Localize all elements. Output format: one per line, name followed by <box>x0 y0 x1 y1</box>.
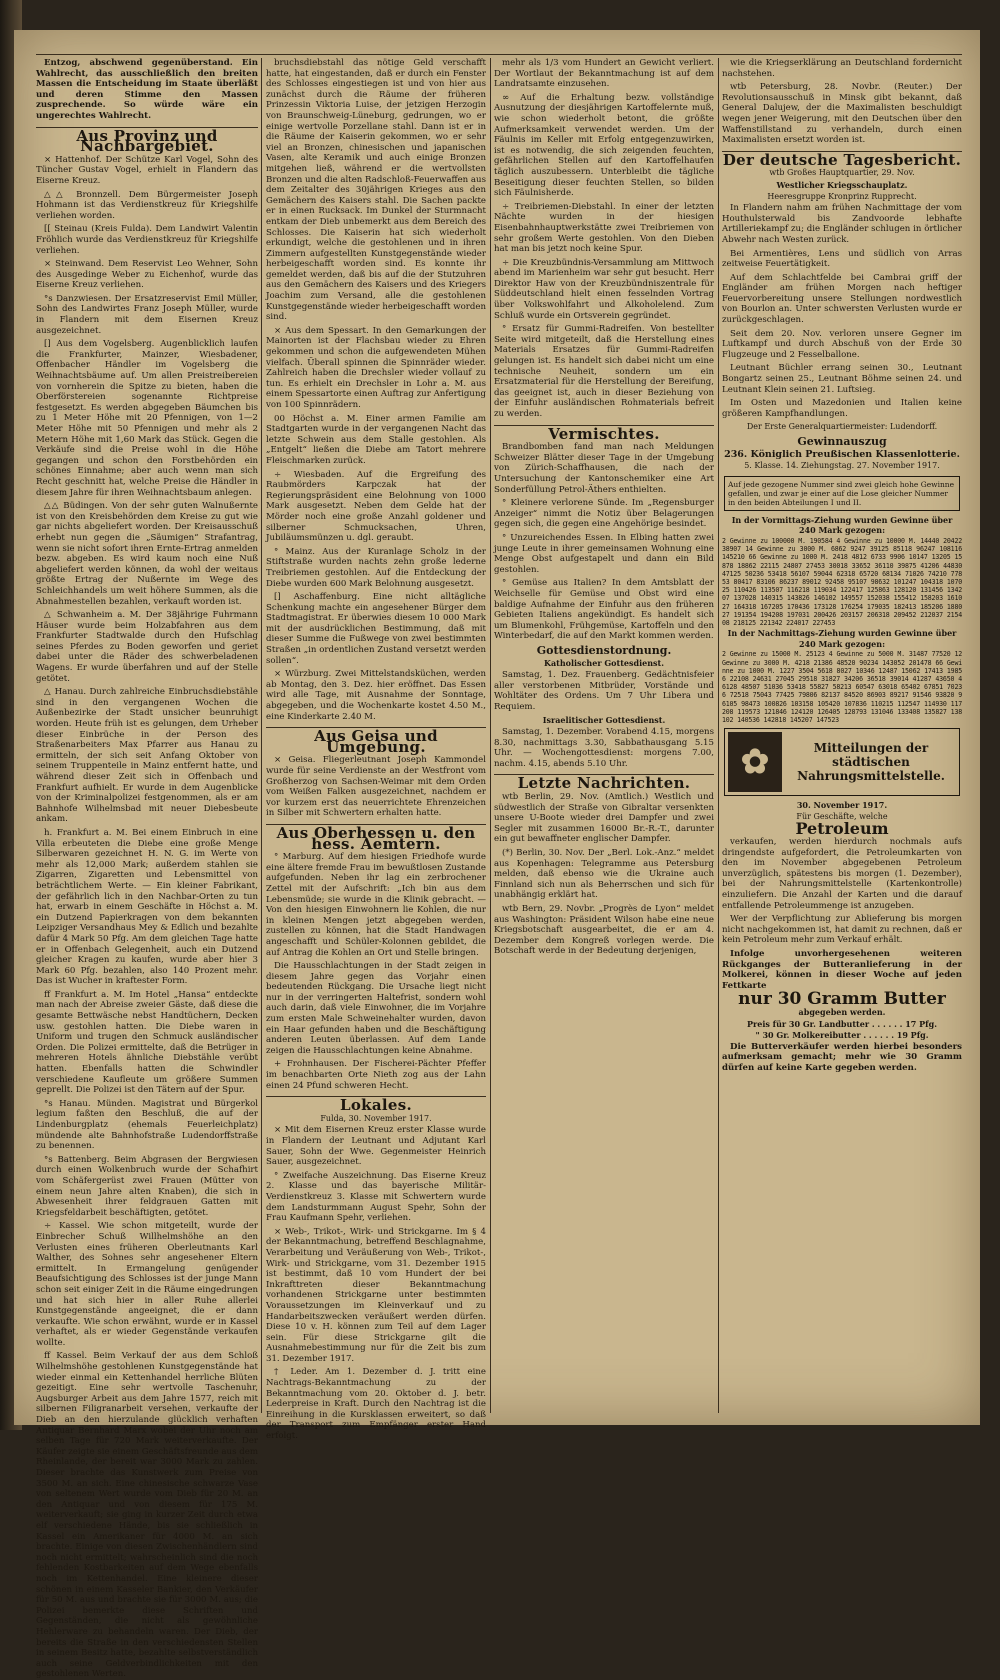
butter-text-1: Infolge unvorhergesehenen weiteren Rückganges der Butteranlieferung in der Molkerei, können in dieser Woche auf jeden Fettkarte <box>722 948 962 991</box>
butter-heading: nur 30 Gramm Butter <box>738 989 946 1010</box>
tagesbericht-army-group: Heeresgruppe Kronprinz Rupprecht. <box>767 191 917 201</box>
section-heading-vermischtes: Vermischtes. <box>494 425 714 440</box>
article-paragraph: Seit dem 20. Nov. verloren unsere Gegner im Luftkampf und durch Abschuß von der Erde 30 Flugzeuge und 2 Fesselballone. <box>722 328 962 360</box>
nahrungsmittel-header <box>724 728 960 796</box>
petroleum-text-1: verkaufen, werden hierdurch nochmals aufs dringendste aufgefordert, die Petroleumkarten von den im November abgegebenen Petroleum unverzüglich, spätestens bis morgen (1. Dezember), bei der Nahrungsmittelstelle (Kartenkontrolle) einzuliefern. Die Anzahl der Karten und die darauf entfallende Petroleummenge ist anzugeben. <box>722 837 962 911</box>
catholic-service-text: Samstag, 1. Dez. Frauenberg. Gedächtnisfeier aller verstorbenen Mitbrüder, Vorstände und Wohltäter des Ordens. Um 7 Uhr Libera und Requiem. <box>494 670 714 712</box>
article-paragraph: ° Ersatz für Gummi-Radreifen. Von bestellter Seite wird mitgeteilt, daß die Herstellung eines Materials Ersatzes für Gummi-Radreifen gelungen ist. Es handelt sich dabei nicht um eine technische Neuheit, sondern um ein Ersatzmaterial für die Herstellung der Bereifung, das geeignet ist, auch in dieser Beziehung von der Einfuhr ausländischen Rohmaterials befreit zu werden. <box>494 324 714 419</box>
article-paragraph: × Web-, Trikot-, Wirk- und Strickgarne. Im § 4 der Bekanntmachung, betreffend Beschlagnahme, Verarbeitung und Veräußerung von Web-, Trikot-, Wirk- und Strickgarne, vom 31. Dezember 1915 ist bestimmt, daß 10 vom Hundert der bei Inkrafttreten dieser Bekanntmachung vorhandenen Strickgarne unter bestimmten Voraussetzungen im Kleinverkauf und zu Handarbeitszwecken veräußert werden dürfen. Diese 10 v. H. können zum Teil auf dem Lager sein. Für diese Strickgarne gilt die Ausnahmebestimmung nur für die Zeit bis zum 31. Dezember 1917. <box>266 1226 486 1364</box>
article-paragraph: h. Frankfurt a. M. Bei einem Einbruch in eine Villa erbeuteten die Diebe eine große Menge Silberwaren gezeichnet H. N. G. im Werte von mehr als 12,000 Mark; außerdem stahlen sie Zigarren, Zigaretten und Lebensmittel von beträchtlichem Werte. — Ein kleiner Fabrikant, der gefährlich lich in den Nachbar-Orten zu tun hat, erwarb in einem Geschäfte in Höchst a. M. ein Dutzend Papierkragen von dem bekannten Leipziger Versandhaus Mey & Edlich und bezahlte dafür 4 Mark 50 Pfg. Am dem gleichen Tage hatte er in Offenbach Gelegenheit, auch ein Dutzend gleicher Kragen zu kaufen, wurde aber hier 3 Mark 60 Pfg. bezahlen, also 140 Prozent mehr. Das ist Wucher in kraftester Form. <box>36 827 258 987</box>
article-paragraph: [] Aus dem Vogelsberg. Augenblicklich laufen die Frankfurter, Mainzer, Wiesbadener, Offenbacher Händler im Vogelsberg die Weihnachtsbäume auf. Um allen Preistreibereien von vornherein die Spitze zu bieten, haben die Oberförstereien sogenannte Richtpreise festgesetzt. Es werden abgegeben Bäumchen bis zu 1 Meter Höhe mit 20 Pfennigen, von 1—2 Meter Höhe mit 50 Pfennigen und mehr als 2 Metern Höhe mit 1,60 Mark das Stück. Gegen die Verkäufe sind die Preise wohl in die Höhe gegangen und schon den Forstbehörden ein schönes Einnahme; aber auch wenn man sich Recht geschnitt hat, welche Preise die Händler in diesem Jahre für ihren Weihnachtsbaum anlegen. <box>36 339 258 498</box>
lottery-afternoon-numbers: 2 Gewinne zu 15000 M. 25123 4 Gewinne zu 5000 M. 31487 77520 12 Gewinne zu 3000 M. 4218 21386 48520 90234 143052 201478 66 Gewinne zu 1000 M. 1227 3504 5618 8027 10346 12487 15062 17413 19856 22108 24631 27045 29518 31827 34206 36518 39014 41287 43650 46128 48507 51036 53418 55827 58213 60547 63018 65402 67851 70236 72518 75043 77425 79806 82137 84520 86903 89217 91546 93820 96105 98473 100826 103158 105420 107836 110215 112547 114930 117208 119573 121846 124120 126405 128793 131046 133408 135827 138102 140536 142818 145207 147523 <box>722 650 962 725</box>
lottery-title: 236. Königlich Preußischen Klassenlotterie. <box>724 448 960 460</box>
article-paragraph: mehr als 1/3 vom Hundert an Gewicht verliert. Der Wortlaut der Bekanntmachung ist auf dem Landratsamte einzusehen. <box>494 58 714 90</box>
article-paragraph: + Frohnhausen. Der Fischerei-Pächter Pfeffer im benachbarten Orte Nieth zog aus der Lahn einen 24 Pfund schweren Hecht. <box>266 1059 486 1091</box>
column-rule <box>261 58 262 1413</box>
butter-text-3: Die Butterverkäufer werden hierbei besonders aufmerksam gemacht; mehr wie 30 Gramm dürfen auf keine Karte gegeben werden. <box>722 1041 962 1073</box>
article-paragraph: ° Mainz. Aus der Kuranlage Scholz in der Stiftstraße wurden nachts zehn große lederne Treibriemen gestohlen. Auf die Entdeckung der Diebe wurden 600 Mark Belohnung ausgesetzt. <box>266 546 486 589</box>
article-paragraph: △ Schwanheim a. M. Der 38jährige Fuhrmann Häuser wurde beim Holzabfahren aus dem Frankfurter Stadtwalde durch den Hufschlag seines Pferdes zu Boden geworfen und geriet dabei unter die Räder des schwerbeladenen Wagens. Er wurde überfahren und auf der Stelle getötet. <box>36 610 258 684</box>
column-1 <box>36 58 258 1680</box>
col3-articles-top <box>494 58 714 420</box>
section-heading-oberhessen: Aus Oberhessen u. den hess. Aemtern. <box>266 824 486 849</box>
nahrungsmittel-date: 30. November 1917. <box>796 800 888 811</box>
article-paragraph: ° Gemüse aus Italien? In dem Amtsblatt der Weichselle für Gemüse und Obst wird eine baldige Aufnahme der Einfuhr aus den früheren Gebieten Italiens angekündigt. Es handelt sich um Blumenkohl, Frühgemüse, Kartoffeln und den Winterbedarf, die auf den Markt kommen werden. <box>494 578 714 642</box>
column-rule <box>718 58 719 1413</box>
vermischtes-articles <box>494 442 714 642</box>
section-heading-geisa: Aus Geisa und Umgebung. <box>266 727 486 752</box>
article-paragraph: In Flandern nahm am frühen Nachmittage der vom Houthulsterwald bis Zandvoorde lebhafte Artilleriekampf zu; die Engländer schlugen in örtlicher Abwehr nach Westen zurück. <box>722 203 962 245</box>
article-paragraph: °s Battenberg. Beim Abgrasen der Bergwiesen durch einen Wolkenbruch wurde der Schafhirt vom Schäfergerüst zwei Frauen (Mütter von einem neun Jahre alten Knaben), die sich in Abwesenheit ihrer feldgrauen Gatten mit Kriegsfeldarbeit beschäftigten, getötet. <box>36 1154 258 1218</box>
article-paragraph: △ Hanau. Durch zahlreiche Einbruchsdiebstähle sind in den vergangenen Wochen die Außenbezirke der Stadt unsicher beunruhigt worden. Heute früh ist es gelungen, dem Urheber dieser Einbrüche in der Person des Straßenarbeiters Max Pfarrer aus Hanau zu ermitteln, der sich seit Anfang Oktober von seinem Truppenteile in Mainz entfernt hatte, und während dieser Zeit sich in Offenbach und Frankfurt aufhielt. Er wurde in dem Augenblicke von der Kriminalpolizei festgenommen, als er am Bahnhofe Wilhelmsbad mit neuer Diebesbeute ankam. <box>36 687 258 825</box>
article-paragraph: Brandbomben fand man nach Meldungen Schweizer Blätter dieser Tage in der Umgebung von Zürich-Schaffhausen, die nach der Untersuchung der Kantonschemiker eine Art Sonderfüllung Petrol-Äthers enthielten. <box>494 442 714 495</box>
article-paragraph: × Steinwand. Dem Reservist Leo Wehner, Sohn des Ausgedinge Weber zu Eichenhof, wurde das Eiserne Kreuz verliehen. <box>36 259 258 291</box>
article-paragraph: ff Kassel. Beim Verkauf der aus dem Schloß Wilhelmshöhe gestohlenen Kunstgegenstände hat wieder einmal ein Kettenhandel herrliche Blüten gezeitigt. Eine sehr wertvolle Taschenuhr, Augsburger Arbeit aus dem Jahre 1577, reich mit silbernen Filigranarbeit versehen, verkaufte der Dieb an den hierzulande glücklich verhaften Antiquar Bernhard Marx wobei der Uhr noch am selben Tage für 720 Mark weiterverkaufte. Der Käufer zeigte sie einem Geschäftsfreunde aus dem Rheinlande, der bereit war 3000 Mark zu zahlen. Dieser brachte das Kunstwerk zum Preise von 3500 M. an sich. Eine chinesische schwarze Vase von seltenem Wert wurde vom Dieb für 20 M. an den Antiquar und von diesem für 175 M. weiterverkauft; sie ging in kurzer Zeit durch etwa elf verschiedene Hände, bis sie schließlich in Kassel ein Amerikaner für 4000 M. an sich brachte. Einige von diesen Zwischenhändlern sind noch nicht ermittelt; wahrscheinlich sind die noch fehlenden Kostbarkeiten auf dem Wege ebenfalls noch im Kettenhandel. Eine kleinere dieser schönen in einem Kasseler Bankier, den Verkäufer für 50 M. aus und brachte sie für 3000 M. aus; die Polizei bemerkte diese Schriften und Gegenständen, die nicht als gewöhnliche Hehlerware zu behandeln waren. Der Dieb, der bereits die Straße in den verschiedensten Stellen in seinem Besitz hatte, bezahlte selbstverständlich auch seine Geldverbindlichkeiten mit den gestohlenen Werten. <box>36 1351 258 1680</box>
article-paragraph: ÷ Treibriemen-Diebstahl. In einer der letzten Nächte wurden in der hiesigen Eisenbahnhauptwerkstätte zwei Treibriemen von sehr großem Werte gestohlen. Von den Dieben hat man bis jetzt noch keine Spur. <box>494 201 714 255</box>
article-paragraph: Im Osten und Mazedonien und Italien keine größeren Kampfhandlungen. <box>722 398 962 419</box>
col4-top-text: wie die Kriegserklärung an Deutschland fordernicht nachstehen. <box>722 58 962 79</box>
article-paragraph: wtb Bern, 29. Novbr. „Progrès de Lyon“ meldet aus Washington: Präsident Wilson habe eine neue Kriegsbotschaft ausgearbeitet, die er am 4. Dezember dem Kongreß vorlegen werde. Die Botschaft werde in der Bedeutung derjenigen, <box>494 903 714 957</box>
article-paragraph: 00 Höchst a. M. Einer armen Familie am Stadtgarten wurde in der vergangenen Nacht das letzte Schwein aus dem Stalle gestohlen. Als „Entgelt“ ließen die Diebe am Tatort mehrere Fleischmarken zurück. <box>266 413 486 466</box>
article-paragraph: ° Unzureichendes Essen. In Elbing hatten zwei junge Leute in ihrer gemeinsamen Wohnung eine Menge Obst aufgestapelt und dann ein Bild gestohlen. <box>494 532 714 575</box>
article-paragraph: [[ Steinau (Kreis Fulda). Dem Landwirt Valentin Fröhlich wurde das Verdienstkreuz für Kriegshilfe verliehen. <box>36 224 258 256</box>
article-paragraph: bruchsdiebstahl das nötige Geld verschafft hatte, hat eingestanden, daß er durch ein Fenster des Schlosses eingestiegen ist und von hier aus zunächst durch die Räume der früheren Prinzessin Viktoria Luise, der jetzigen Herzogin von Braunschweig-Lüneburg, gedrungen, wo er einige wertvolle Porzellane stahl. Dann ist er in die Räume der Kaiserin gekommen, wo er sehr viel an Bronzen, chinesischen und japanischen Vasen, alte Keramik und auch einige Bronzen mitgehen ließ, während er die wertvollsten Bronzen und die alten Radschloß-Feuerwaffen aus dem Zeitalter des 30jährigen Krieges aus den Gemächern des Kaisers stahl. Die Sachen packte er in einen Rucksack. Im Dunkel der Sturmnacht entkam der Dieb unbemerkt aus dem Bereich des Schlosses. Die Kaiserin hat sich wiederholt erkundigt, welche die gestohlenen und in ihren Zimmern aufgestellten Kunstgegenstände wieder herbeigeschafft worden sind. Es konnte ihr gemeldet werden, daß bis auf die der Stutzuhren aus den Gemächern des Kaisers und des Kriegers Joachim zum Versand, alle die gestohlenen Kunstgegenstände wieder herbeigeschafft worden sind. <box>266 58 486 323</box>
column-3 <box>494 58 714 1413</box>
article-paragraph: ÷ Kassel. Wie schon mitgeteilt, wurde der Einbrecher Schuß Willhelmshöhe an den Verlusten eines früheren Oberleutnants Karl Walther, des Sohnes sehr angesehener Eltern ermittelt. In Ermangelung genügender Beaufsichtigung des Schlosses ist der junge Mann schon seit einiger Zeit in die Räume eingedrungen und hat sich hier in aller Ruhe allerlei Kunstgegenstände angeeignet, die er dann verkaufte. Wie schon erwähnt, wurde er in Kassel verhaftet, als er wieder Gegenstände verkaufen wollte. <box>36 1221 258 1348</box>
article-paragraph: ff Frankfurt a. M. Im Hotel „Hansa“ entdeckte man nach der Abreise zweier Gäste, daß diese die gesamte Bettwäsche nebst Handtüchern, Decken usw. gestohlen hatten. Die Diebe waren in Uniform und trugen den Schmuck ausländischer Orden. Die Polizei ermittelte, daß die Betrüger in mehreren Hotels ähnliche Diebstähle verübt hatten. Ebenfalls hatten die Schwindler verschiedene Kaufleute um größere Summen geprellt. Die Polizei ist den Tätern auf der Spur. <box>36 989 258 1096</box>
article-paragraph: × Hattenhof. Der Schütze Karl Vogel, Sohn des Tüncher Gustav Vogel, erhielt in Flandern das Eiserne Kreuz. <box>36 154 258 186</box>
lokales-dateline: Fulda, 30. November 1917. <box>320 1113 432 1123</box>
article-paragraph: [] Aschaffenburg. Eine nicht alltägliche Schenkung machte ein angesehener Bürger dem Stadtmagistrat. Er überwies diesem 10 000 Mark mit der ausdrücklichen Bestimmung, daß mit dieser Summe die Fußwege von zwei bestimmten Straßen „in ordentlichen Zustand versetzt werden sollen“. <box>266 592 486 666</box>
article-paragraph: °s Danzwiesen. Der Ersatzreservist Emil Müller, Sohn des Landwirtes Franz Joseph Müller, wurde in Flandern mit dem Eisernen Kreuz ausgezeichnet. <box>36 293 258 336</box>
article-paragraph: × Mit dem Eisernen Kreuz erster Klasse wurde in Flandern der Leutnant und Adjutant Karl Sauer, Sohn der Wwe. Gegenmeister Heinrich Sauer, ausgezeichnet. <box>266 1125 486 1168</box>
geisa-article: × Geisa. Fliegerleutnant Joseph Kammondel wurde für seine Verdienste an der Westfront vom Großherzog von Sachsen-Weimar mit dem Orden vom Weißen Falken ausgezeichnet, nachdem er vor kurzem erst das neuerrichtete Ehrenzeichen in Silber mit Schwertern erhalten hatte. <box>266 755 486 819</box>
article-paragraph: × Aus dem Spessart. In den Gemarkungen der Mainorten ist der Flachsbau wieder zu Ehren gekommen und schon die aufgewendeten Mühen vielfach. Überall spinnen die Spinnräder wieder. Zahlreich haben die Drechsler wieder vollauf zu tun. Es erhielt ein Drechsler in Lohr a. M. aus einem Spessartorte einen Auftrag zur Anfertigung von 100 Spinnrädern. <box>266 325 486 410</box>
lokales-articles <box>266 1125 486 1441</box>
tagesbericht-dateline: wtb Großes Hauptquartier, 29. Nov. <box>769 168 915 178</box>
lottery-afternoon-heading: In der Nachmittags-Ziehung wurden Gewinne über 240 Mark gezogen: <box>727 628 957 649</box>
section-heading-tagesbericht: Der deutsche Tagesbericht. <box>722 150 962 169</box>
column-rule <box>490 58 491 1413</box>
provinz-articles <box>36 155 258 1680</box>
tagesbericht-articles <box>722 203 962 419</box>
tagesbericht-signature: Der Erste Generalquartiermeister: Ludendorff. <box>746 422 938 432</box>
article-paragraph: Bei Armentières, Lens und südlich von Arras zeitweise Feuertätigkeit. <box>722 248 962 270</box>
article-paragraph: °s Hanau. Münden. Magistrat und Bürgerkol legium faßten den Beschluß, die auf der Lindenburgplatz (ehemals Feuerleichplatz) mündende alte Bahnhofstraße Ludendorffstraße zu benennen. <box>36 1098 258 1152</box>
article-paragraph: † Leder. Am 1. Dezember d. J. tritt eine Nachtrags-Bekanntmachung zu der Bekanntmachung vom 20. Oktober d. J. betr. Lederpreise in Kraft. Durch den Nachtrag ist die Einreihung in die Kursklassen erweitert, so daß der Transport zum Empfänger erster Hand erfolgt. <box>266 1367 486 1442</box>
article-paragraph: △△ Bronnzell. Dem Bürgermeister Joseph Hohmann ist das Verdienstkreuz für Kriegshilfe verliehen worden. <box>36 189 258 221</box>
tagesbericht-theater: Westlicher Kriegsschauplatz. <box>776 179 908 190</box>
petroleum-heading: Petroleum <box>795 819 889 839</box>
article-paragraph: ÷ Wiesbaden. Auf die Ergreifung des Raubmörders Karpczak hat der Regierungspräsident eine Belohnung von 1000 Mark ausgesetzt. Neben dem Gelde hat der Mörder noch eine große Anzahl goldener und silberner Schmucksachen, Uhren, Jubiläumsmünzen u. dgl. geraubt. <box>266 469 486 544</box>
lottery-note: Auf jede gezogene Nummer sind zwei gleich hohe Gewinne gefallen, und zwar je einer auf die Lose gleicher Nummer in den beiden Abteilungen I und II. <box>724 476 960 511</box>
oberhessen-articles <box>266 852 486 1091</box>
column-4 <box>722 58 962 1413</box>
article-paragraph: ∞ Auf die Erhaltung bezw. vollständige Ausnutzung der diesjährigen Kartoffelernte muß, wie schon wiederholt betont, die größte Aufmerksamkeit verwendet werden. Um der Fäulnis im Keller mit Erfolg entgegenzuwirken, ist es notwendig, die sich zeigenden feuchten, gefährlichen Stellen auf den Kartoffelhaufen täglich auszubessern. Unterbleibt die tägliche Beseitigung dieser feuchten Stellen, so bilden sich Fäulnisherde. <box>494 92 714 199</box>
article-paragraph: Auf dem Schlachtfelde bei Cambrai griff der Engländer am frühen Morgen nach heftiger Feuervorbereitung unsere Stellungen nordwestlich von Bourlon an. Unter schwersten Verlusten wurde er zurückgeschlagen. <box>722 272 962 326</box>
col2-articles-top <box>266 58 486 722</box>
butter-price-land: Preis für 30 Gr. Landbutter . . . . . . 17 Pfg. <box>747 1018 937 1029</box>
lottery-morning-numbers: 2 Gewinne zu 100000 M. 190584 4 Gewinne zu 10000 M. 14440 20422 38907 14 Gewinne zu 3000 M. 6862 9247 39125 85118 96247 108116 145210 66 Gewinne zu 1000 M. 2418 4812 6733 9906 10147 13205 15878 18862 22115 24807 27453 30018 33652 36110 39875 41206 44830 47125 50236 53418 56107 59044 62318 65720 68134 71026 74210 77853 80417 83106 86237 89012 92458 95107 98632 101247 104318 107025 110426 113507 116218 119034 122417 125863 128120 131456 134207 137028 140315 143826 146102 149557 152038 155412 158203 161027 164318 167205 170436 173128 176254 179035 182413 185206 188027 191354 194208 197031 200426 203157 206318 209452 212037 215408 218125 221342 224017 227453 <box>722 536 962 627</box>
article-paragraph: ° Kleinere verlorene Sünde. Im „Regensburger Anzeiger“ nimmt die Notiz über Belagerungen gegen sich, die gegen eine Angehörige besindet. <box>494 498 714 530</box>
top-rule <box>36 54 962 55</box>
butter-price-molkerei: " 30 Gr. Molkereibutter . . . . . . 19 Pfg. <box>755 1030 929 1041</box>
article-paragraph: Leutnant Büchler errang seinen 30., Leutnant Bongartz seinen 25., Leutnant Böhme seinen 24. und Leutnant Klein seinen 21. Luftsieg. <box>722 363 962 395</box>
nahrungsmittel-title: Mitteilungen der städtischen Nahrungsmittelstelle. <box>797 741 945 784</box>
lottery-morning-heading: In der Vormittags-Ziehung wurden Gewinne über 240 Mark gezogen: <box>731 514 953 536</box>
letzte-articles <box>494 792 714 957</box>
section-heading-letzte: Letzte Nachrichten. <box>494 774 714 789</box>
article-paragraph: ° Zweifache Auszeichnung. Das Eiserne Kreuz 2. Klasse und das bayerische Militär-Verdienstkreuz 3. Klasse mit Schwertern wurde dem Landsturmmann August Spehr, Sohn der Frau Kaufmann Spehr, verliehen. <box>266 1170 486 1224</box>
article-paragraph: ° Marburg. Auf dem hiesigen Friedhofe wurde eine ältere fremde Frau im bewußtlosen Zustande aufgefunden. Neben ihr lag ein zerbrochener Zettel mit der Aufschrift: „Ich bin aus dem Lebensmüde; sie wurde in die Klinik gebracht. — Von den hiesigen Einwohnern lie Kohlen, die nur in kleinen Mengen jetzt abgegeben werden, zustellen zu können, hat die Stadt Handwagen angeschafft und Schüler-Kolonnen gebildet, die auf Antrag die Kohlen an Ort und Stelle bringen. <box>266 852 486 958</box>
newspaper-page <box>14 30 980 1680</box>
column-2 <box>266 58 486 1442</box>
city-emblem-icon: ✿ <box>728 732 782 792</box>
col4-petersburg-text: wtb Petersburg, 28. Novbr. (Reuter.) Der Revolutionsausschuß in Minsk gibt bekannt, daß General Dalujew, der die Maximalisten beschuldigt wegen jener Weigerung, mit den Deutschen über den Waffenstillstand zu verhandeln, durch einen Maximalisten ersetzt worden ist. <box>722 82 962 146</box>
jewish-service-label: Israelitischer Gottesdienst. <box>542 715 666 726</box>
jewish-service-text: Samstag, 1. Dezember. Vorabend 4.15, morgens 8.30, nachmittags 3.30, Sabbathausgang 5.15 Uhr. — Wochengottesdienst: morgens 7.00, nachm. 4.15, abends 5.10 Uhr. <box>494 727 714 769</box>
section-heading-gewinnauszug: Gewinnauszug <box>797 435 887 448</box>
article-paragraph: (*) Berlin, 30. Nov. Der „Berl. Lok.-Anz.“ meldet aus Kopenhagen: Telegramme aus Petersburg melden, daß ebenso wie die Ukraine auch Finnland sich nun als Beherrschen und sich für unabhängig erklärt hat. <box>494 847 714 901</box>
butter-text-2: abgegeben werden. <box>798 1006 886 1017</box>
intro-text: Entzog, abschwend gegenüberstand. Ein Wahlrecht, das ausschließlich den breiten Massen die Entscheidung im Staate überläßt und deren Stimme den Massen zusprechende. So würde wäre ein ungerechtes Wahlrecht. <box>36 58 258 121</box>
article-paragraph: Die Hausschlachtungen in der Stadt zeigen in diesem Jahre gegen das Vorjahr einen bedeutenden Rückgang. Die Ursache liegt nicht nur in der verringerten Haltefrist, sondern wohl auch darin, daß viele Einwohner, die im Vorjahre zum ersten Male Schweinehalter wurden, davon ein Haar gefunden haben und die Beschäftigung anderen Leuten überlassen. Auf dem Lande zeigen die Hausschlachtungen keine Abnahme. <box>266 961 486 1056</box>
article-paragraph: × Würzburg. Zwei Mittelstandsküchen, werden ab Montag, den 3. Dez. hier eröffnet. Das Essen wird alle Tage, mit Ausnahme der Sonntage, abgegeben, und die Wochenkarte kostet 4.50 M., eine Kinderkarte 2.40 M. <box>266 669 486 722</box>
section-heading-gottesdienst: Gottesdienstordnung. <box>536 643 672 657</box>
article-paragraph: ÷ Die Kreuzbündnis-Versammlung am Mittwoch abend im Marienheim war sehr gut besucht. Herr Direktor Haw von der Kreuzbündniszentrale für Süddeutschland hielt einen fesselnden Vortrag über Volkswohlfahrt und Alkoholelend. Zum Schluß wurde ein Ortsverein gegründet. <box>494 257 714 321</box>
petroleum-text-2: Wer der Verpflichtung zur Ablieferung bis morgen nicht nachgekommen ist, hat damit zu rechnen, daß er kein Petroleum mehr zum Verkauf erhält. <box>722 914 962 946</box>
catholic-service-label: Katholischer Gottesdienst. <box>543 658 665 669</box>
nahrungsmittel-subtitle: Für Geschäfte, welche <box>796 811 888 821</box>
section-heading-lokales: Lokales. <box>266 1096 486 1111</box>
article-paragraph: △△ Büdingen. Von der sehr guten Walnußernte ist von den Kreisbehörden dem Kreise zu gut wie gar nichts abgeliefert worden. Der Kreisausschuß erhebt nun gegen die „Säumigen“ Strafantrag, wenn sie nicht sofort ihren Ernte-Ertrag anmelden bezw. abgeben. Es wird kaum noch eine Nuß abgeliefert werden können, da wohl der weitaus größte Ertrag der Nußernte im Wege des Schleichhandels um weit höhere Summen, als die Abnahmestellen bezahlen, verkauft worden ist. <box>36 501 258 607</box>
lottery-subtitle: 5. Klasse. 14. Ziehungstag. 27. November 1917. <box>744 461 940 471</box>
section-heading-provinz: Aus Provinz und Nachbargebiet. <box>36 127 258 152</box>
article-paragraph: wtb Berlin, 29. Nov. (Amtlich.) Westlich und südwestlich der Straße von Gibraltar versenkten unsere U-Boote wieder drei Dampfer und zwei Segler mit zusammen 16000 Br.-R.-T., darunter ein gut bewaffneter englischer Dampfer. <box>494 792 714 845</box>
